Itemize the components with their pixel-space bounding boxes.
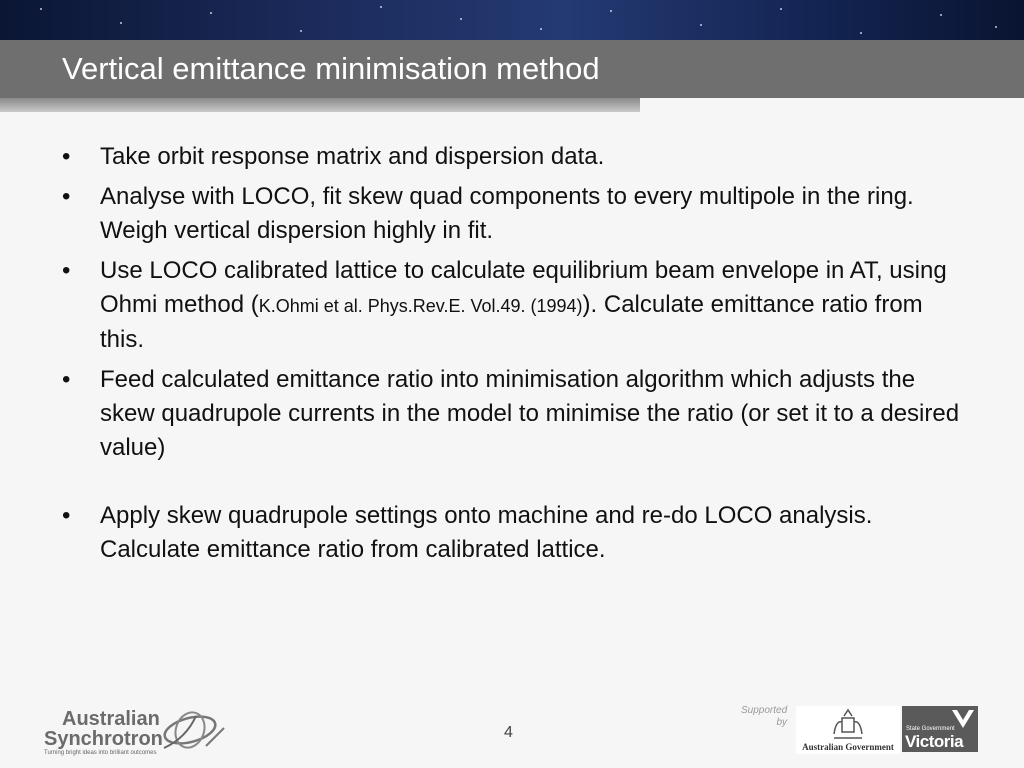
logo-text-line1: Australian — [62, 708, 160, 730]
star — [210, 12, 212, 14]
page-number: 4 — [504, 724, 513, 741]
supported-by-label: Supported by — [741, 705, 788, 728]
star — [380, 6, 382, 8]
star — [860, 32, 862, 34]
bullet-text: Take orbit response matrix and dispersion data. — [100, 143, 605, 170]
bullet-marker: • — [62, 257, 71, 284]
bullet-item — [62, 254, 962, 357]
bullet-text: Analyse with LOCO, fit skew quad components to every multipole in the ring. Weigh vertical dispersion highly in fit. — [100, 183, 914, 244]
bullet-text: Feed calculated emittance ratio into minimisation algorithm which adjusts the skew quadrupole currents in the model to minimise the ratio (or set it to a desired value) — [100, 366, 960, 461]
bullet-marker: • — [62, 502, 71, 529]
bullet-text: Apply skew quadrupole settings onto machine and re-do LOCO analysis. Calculate emittance ratio from calibrated lattice. — [100, 502, 873, 563]
bullet-item — [62, 180, 962, 248]
coat-of-arms-icon — [830, 708, 866, 742]
australian-government-logo — [796, 706, 900, 754]
bullet-text — [100, 254, 962, 357]
logo-text-line2: Synchrotron — [44, 728, 163, 750]
slide-title: Vertical emittance minimisation method — [62, 51, 600, 86]
bullet-item — [62, 363, 962, 465]
star — [700, 24, 702, 26]
synchrotron-swirl-icon — [156, 708, 230, 756]
star — [120, 22, 122, 24]
title-bar-stripe — [0, 98, 640, 112]
australian-synchrotron-logo — [44, 708, 234, 758]
star — [460, 18, 462, 20]
state-government-label: State Government — [906, 726, 955, 732]
bullet-marker: • — [62, 183, 71, 210]
citation: K.Ohmi et al. Phys.Rev.E. Vol.49. (1994) — [258, 296, 583, 316]
title-bar — [0, 40, 1024, 98]
header-starfield-banner — [0, 0, 1024, 40]
victoria-label: Victoria — [905, 732, 964, 751]
australian-government-label: Australian Government — [802, 742, 894, 752]
star — [995, 26, 997, 28]
logo-tagline: Turning bright ideas into brilliant outcomes — [44, 750, 157, 756]
bullet-marker: • — [62, 366, 71, 393]
victoria-government-logo — [902, 706, 978, 752]
bullet-item — [62, 140, 962, 174]
bullet-text-after: ). Calculate emittance ratio from this. — [100, 291, 923, 353]
star — [540, 28, 542, 30]
bullet-item — [62, 499, 962, 567]
star — [610, 10, 612, 12]
bullet-text-before: Use LOCO calibrated lattice to calculate equilibrium beam envelope in AT, using Ohmi method ( — [100, 257, 947, 318]
bullet-marker: • — [62, 143, 71, 170]
star — [940, 14, 942, 16]
victoria-v-star-icon — [950, 708, 976, 730]
star — [300, 30, 302, 32]
star — [40, 8, 42, 10]
bullet-list — [62, 140, 962, 573]
star — [780, 8, 782, 10]
